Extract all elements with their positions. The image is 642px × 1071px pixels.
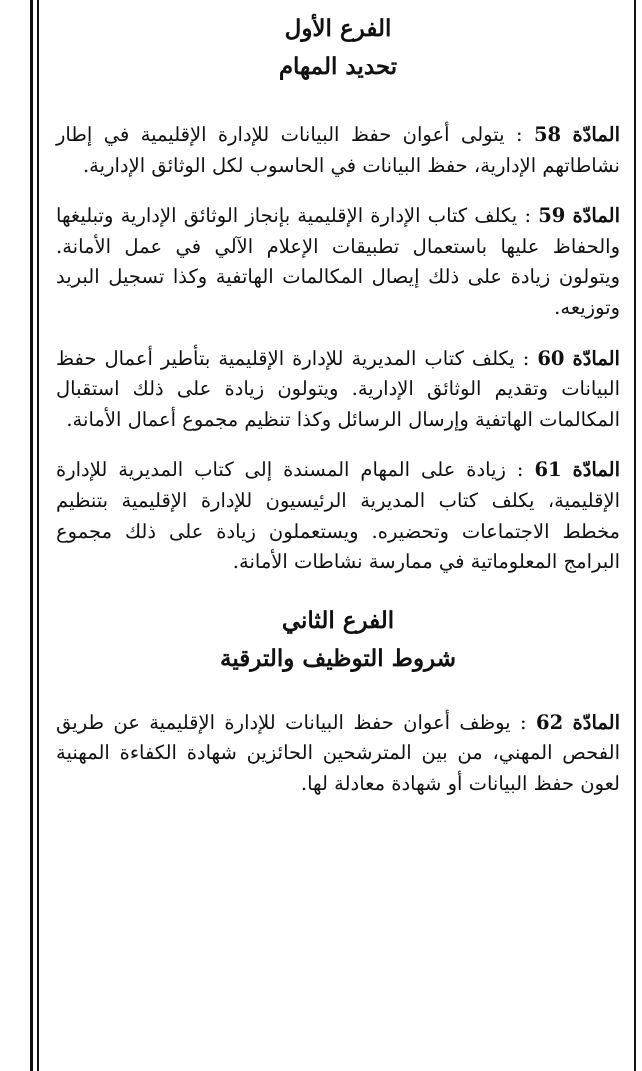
article-separator: : [515, 123, 523, 146]
section-1-subtitle: تحديد المهام [278, 53, 398, 80]
article-60 [56, 344, 620, 436]
section-2-subtitle: شروط التوظيف والترقية [219, 644, 457, 672]
article-number: 62 [536, 710, 564, 734]
article-separator: : [520, 710, 527, 734]
article-text: زيادة على المهام المسندة إلى كتاب المديرية للإدارة الإقليمية، يكلف كتاب المديرية الرئيسيون للإدارة الإقليمية بتنظيم مخطط الاجتماعات وتحضيره. ويستعملون زيادة على ذلك مجموع البرامج المعلوماتية في ممارسة نشاطات الأمانة. [56, 458, 620, 574]
article-59 [56, 201, 620, 323]
article-text: يوظف أعوان حفظ البيانات للإدارة الإقليمية عن طريق الفحص المهني، من بين المترشحين الحائزين شهادة الكفاءة المهنية لعون حفظ البيانات أو شهادة معادلة لها. [56, 710, 620, 795]
article-separator: : [524, 204, 532, 228]
section-1-title: الفرع الأول [284, 15, 392, 42]
document-content [56, 10, 620, 800]
article-label: المادّة [572, 123, 621, 146]
article-number: 61 [534, 458, 562, 482]
article-number: 58 [533, 123, 562, 146]
article-label: المادّة [572, 458, 621, 482]
article-label: المادّة [572, 346, 620, 370]
article-label: المادّة [572, 204, 621, 228]
article-61 [56, 455, 620, 577]
section-2-title: الفرع الثاني [281, 606, 395, 634]
article-58 [56, 120, 620, 181]
article-text: يكلف كتاب الإدارة الإقليمية بإنجاز الوثائق الإدارية وتبليغها والحفاظ عليها باستعمال تطبيقات الإعلام الآلي في عمل الأمانة. ويتولون زيادة على ذلك إيصال المكالمات الهاتفية وكذا تسجيل البريد وتوزيعه. [56, 204, 620, 319]
article-62 [56, 708, 620, 800]
article-text: يتولى أعوان حفظ البيانات للإدارة الإقليمية في إطار نشاطاتهم الإدارية، حفظ البيانات في الحاسوب لكل الوثائق الإدارية. [56, 123, 620, 177]
article-text: يكلف كتاب المديرية للإدارة الإقليمية بتأطير أعمال حفظ البيانات وتقديم الوثائق الإدارية. ويتولون زيادة على ذلك استقبال المكالمات الهاتفية وإرسال الرسائل وكذا تنظيم مجموع أعمال الأمانة. [56, 346, 620, 431]
left-border-rule [30, 0, 33, 1071]
left-border-rule-inner [37, 0, 39, 1071]
article-number: 59 [538, 204, 566, 228]
article-separator: : [522, 346, 530, 370]
article-label: المادّة [572, 710, 621, 734]
right-border-rule [634, 0, 636, 1071]
article-number: 60 [537, 346, 565, 370]
article-separator: : [516, 458, 524, 482]
